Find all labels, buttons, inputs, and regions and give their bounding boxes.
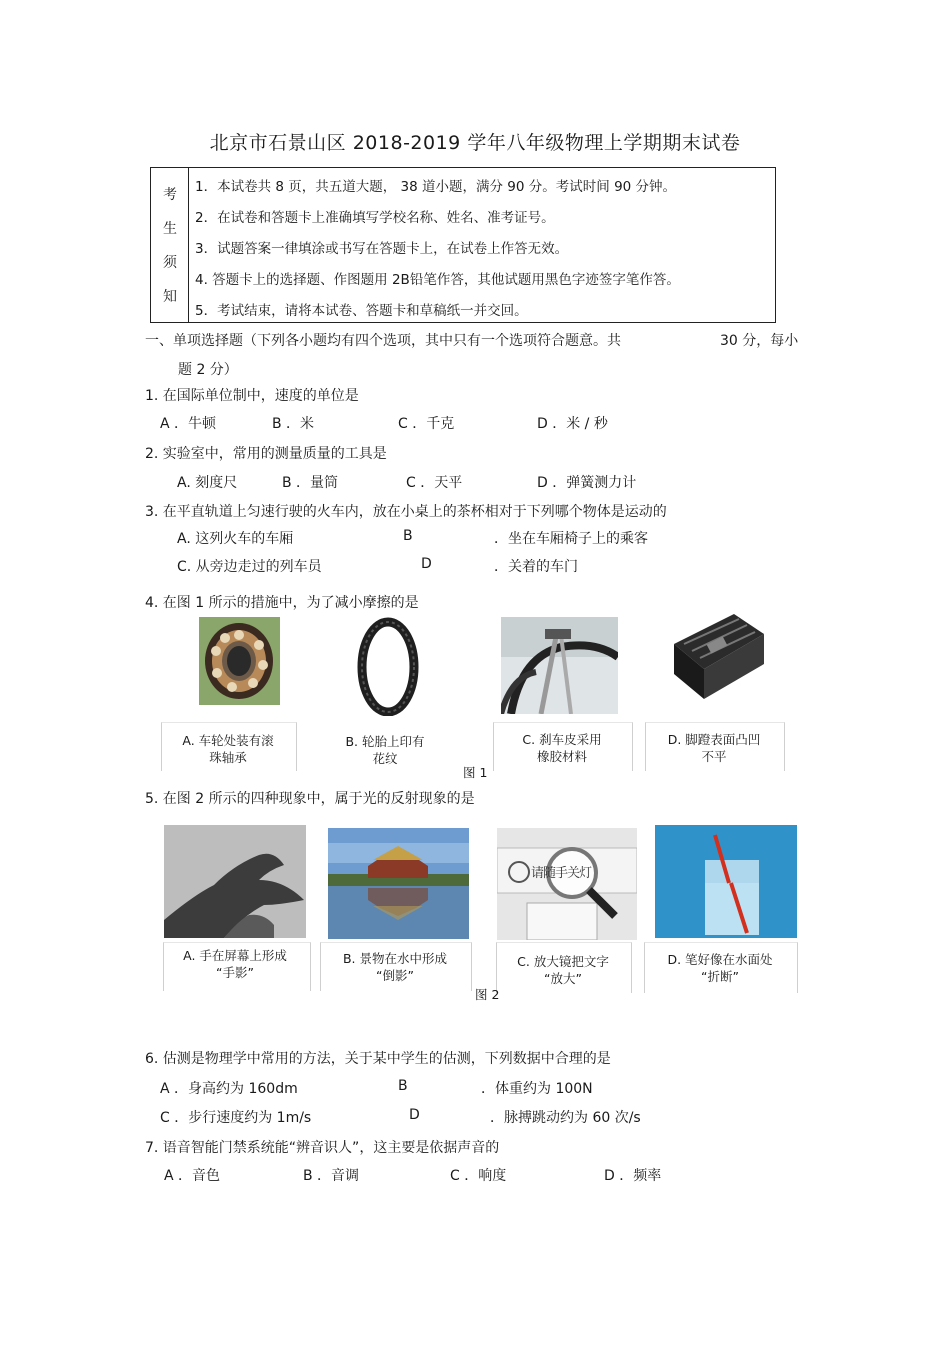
tire-image bbox=[357, 617, 419, 716]
option-d: ．关着的车门 bbox=[494, 559, 578, 575]
figure-caption bbox=[325, 733, 445, 767]
caption-line: D. 笔好像在水面处 bbox=[667, 952, 773, 967]
option-a: A. 这列火车的车厢 bbox=[177, 531, 294, 547]
option-b: B ．量筒 bbox=[282, 475, 339, 491]
option-b-letter: B bbox=[398, 1078, 408, 1094]
hand-shadow-image bbox=[164, 825, 306, 938]
option-d-letter: D bbox=[421, 556, 432, 572]
option-b: ．体重约为 100N bbox=[481, 1081, 593, 1097]
section-heading-cont: 题 2 分） bbox=[178, 362, 238, 378]
question-stem: 1. 在国际单位制中，速度的单位是 bbox=[145, 388, 359, 404]
option-d: D ．米 / 秒 bbox=[537, 416, 608, 432]
caption-line: A. 车轮处装有滚 bbox=[182, 733, 274, 748]
notice-line: 3．试题答案一律填涂或书写在答题卡上，在试卷上作答无效。 bbox=[195, 241, 569, 257]
question-stem: 7. 语音智能门禁系统能“辨音识人”，这主要是依据声音的 bbox=[145, 1140, 500, 1156]
option-c: C ．千克 bbox=[398, 416, 455, 432]
option-d: ．脉搏跳动约为 60 次/s bbox=[490, 1110, 641, 1126]
figure-caption bbox=[163, 732, 293, 766]
caption-line: “倒影” bbox=[376, 968, 414, 983]
sign-text: 请随手关灯 bbox=[531, 866, 592, 881]
figure-label: 图 1 bbox=[463, 765, 488, 780]
pencil-in-water-image bbox=[655, 825, 797, 938]
question-stem: 4. 在图 1 所示的措施中，为了减小摩擦的是 bbox=[145, 595, 419, 611]
notice-side-char: 生 bbox=[163, 221, 177, 237]
bike-pedal-image bbox=[664, 604, 768, 705]
caption-line: 珠轴承 bbox=[209, 750, 247, 765]
figure-caption bbox=[650, 951, 790, 985]
notice-line: 1．本试卷共 8 页，共五道大题， 38 道小题，满分 90 分。考试时间 90 分钟。 bbox=[195, 179, 677, 195]
caption-line: “手影” bbox=[216, 965, 254, 980]
page-title: 北京市石景山区 2018-2019 学年八年级物理上学期期末试卷 bbox=[209, 132, 741, 154]
caption-line: B. 景物在水中形成 bbox=[342, 951, 448, 966]
notice-line: 5．考试结束，请将本试卷、答题卡和草稿纸一并交回。 bbox=[195, 303, 528, 319]
caption-line: 花纹 bbox=[372, 751, 398, 766]
caption-line: D. 脚蹬表面凸凹 bbox=[667, 732, 761, 747]
figure-label: 图 2 bbox=[475, 987, 500, 1002]
figure-caption bbox=[649, 731, 779, 765]
option-d-letter: D bbox=[409, 1107, 420, 1123]
bicycle-brake-image bbox=[501, 617, 618, 714]
question-stem: 3. 在平直轨道上匀速行驶的火车内，放在小桌上的茶杯相对于下列哪个物体是运动的 bbox=[145, 504, 667, 520]
option-c: C ．响度 bbox=[450, 1168, 507, 1184]
figure-caption bbox=[165, 947, 305, 981]
caption-line: C. 刹车皮采用 bbox=[522, 732, 602, 747]
option-b: B ．音调 bbox=[303, 1168, 360, 1184]
option-c: C ．步行速度约为 1m/s bbox=[160, 1110, 312, 1126]
question-stem: 5. 在图 2 所示的四种现象中，属于光的反射现象的是 bbox=[145, 791, 475, 807]
figure-caption bbox=[497, 731, 627, 765]
exam-notice-box bbox=[150, 167, 776, 323]
question-stem: 2. 实验室中，常用的测量质量的工具是 bbox=[145, 446, 387, 462]
caption-line: 不平 bbox=[701, 749, 727, 764]
notice-side-char: 须 bbox=[163, 255, 177, 271]
section-heading-tail: 30 分，每小 bbox=[720, 333, 799, 349]
option-a: A ．音色 bbox=[164, 1168, 221, 1184]
figure-caption bbox=[498, 953, 628, 987]
option-c: C ．天平 bbox=[406, 475, 463, 491]
option-a: A ．身高约为 160dm bbox=[160, 1081, 298, 1097]
section-heading: 一、单项选择题（下列各小题均有四个选项，其中只有一个选项符合题意。共 bbox=[145, 333, 621, 349]
option-a: A ．牛顿 bbox=[160, 416, 217, 432]
caption-line: A. 手在屏幕上形成 bbox=[183, 948, 287, 963]
notice-line: 2．在试卷和答题卡上准确填写学校名称、姓名、准考证号。 bbox=[195, 210, 555, 226]
option-c: C. 从旁边走过的列车员 bbox=[177, 559, 322, 575]
figure-caption bbox=[325, 950, 465, 984]
option-a: A. 刻度尺 bbox=[177, 475, 238, 491]
option-b: ．坐在车厢椅子上的乘客 bbox=[494, 531, 648, 547]
notice-line: 4. 答题卡上的选择题、作图题用 2B铅笔作答，其他试题用黑色字迹签字笔作答。 bbox=[195, 272, 680, 288]
option-d: D ．弹簧测力计 bbox=[537, 475, 637, 491]
option-b-letter: B bbox=[403, 528, 413, 544]
option-d: D ．频率 bbox=[604, 1168, 662, 1184]
caption-line: B. 轮胎上印有 bbox=[345, 734, 425, 749]
notice-side-char: 知 bbox=[163, 289, 177, 305]
ball-bearing-image bbox=[199, 617, 280, 705]
question-stem: 6. 估测是物理学中常用的方法，关于某中学生的估测，下列数据中合理的是 bbox=[145, 1051, 611, 1067]
notice-side-char: 考 bbox=[163, 187, 177, 203]
reflection-image bbox=[328, 828, 469, 939]
caption-line: “放大” bbox=[544, 971, 582, 986]
caption-line: 橡胶材料 bbox=[536, 749, 587, 764]
caption-line: C. 放大镜把文字 bbox=[517, 954, 609, 969]
notice-side-label bbox=[151, 168, 189, 322]
caption-line: “折断” bbox=[701, 969, 739, 984]
magnifier-image bbox=[497, 828, 637, 940]
option-b: B ．米 bbox=[272, 416, 315, 432]
